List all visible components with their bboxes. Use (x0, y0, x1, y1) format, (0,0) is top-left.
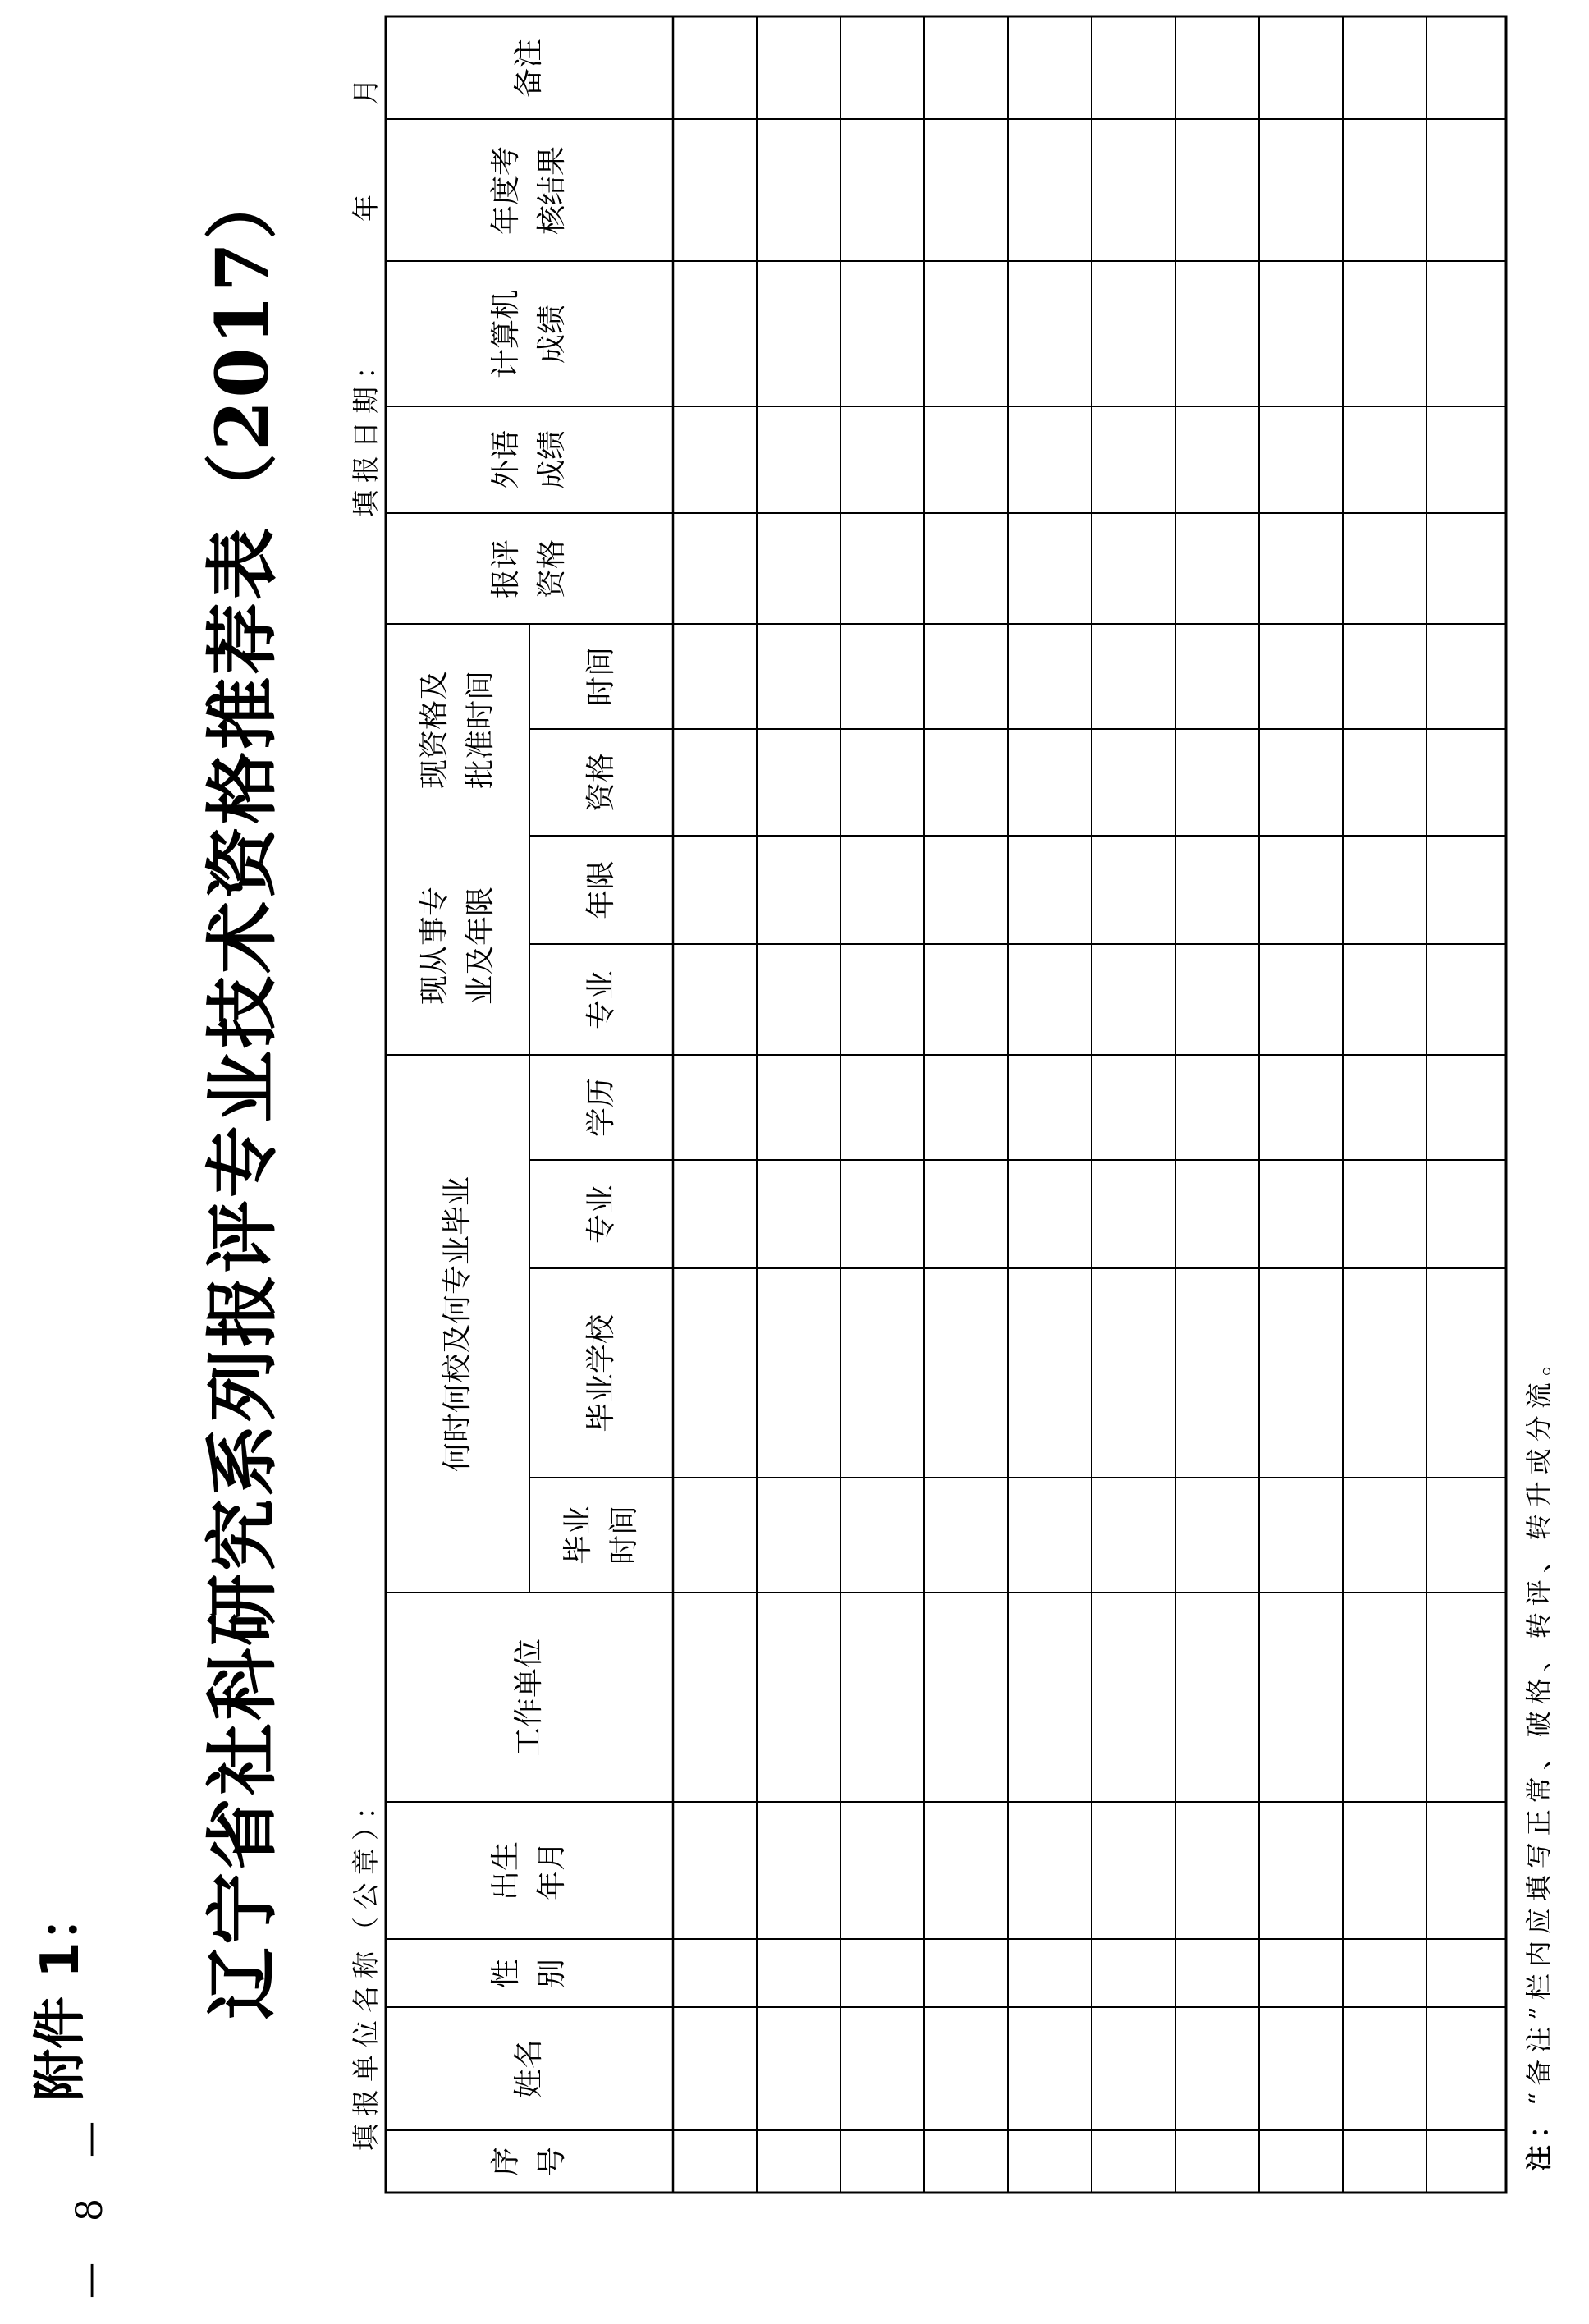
header-birth: 出生 年月 (489, 1840, 570, 1900)
date-year: 年 (350, 187, 382, 222)
unit-name-label: 填报单位名称（公章）： (350, 1785, 382, 2151)
header-approval-time: 时间 (584, 646, 618, 707)
header-years: 年限 (584, 859, 618, 920)
header-grad-major: 专业 (584, 1184, 618, 1245)
date-prefix: 填报日期： (350, 345, 382, 517)
header-computer: 计算机 成绩 (489, 289, 570, 378)
date-month: 月 (350, 71, 382, 105)
header-current-major: 专业 (584, 969, 618, 1029)
note-text: “备注”栏内应填写正常、破格、转评、转升或分流。 (1523, 1343, 1555, 2106)
header-name: 姓名 (512, 2038, 547, 2099)
header-seq: 序 号 (489, 2146, 570, 2177)
header-graduation-group: 何时何校及何专业毕业 (440, 1176, 474, 1472)
header-work-unit: 工作单位 (512, 1638, 547, 1757)
note-prefix: 注： (1523, 2105, 1555, 2171)
footnote (1518, 1343, 1556, 2171)
page-number: — 8 — (69, 2106, 111, 2299)
header-current-major-group: 现从事专 业及年限 (417, 886, 497, 1005)
header-gender: 性 别 (489, 1958, 570, 1988)
header-apply-qualification: 报评 资格 (489, 539, 570, 598)
attachment-label: 附件 1： (30, 1889, 91, 2102)
document-title: 辽宁省社科研究系列报评专业技术资格推荐表（2017） (199, 165, 285, 2019)
header-annual-assessment: 年度考 核结果 (489, 145, 570, 235)
header-grad-school: 毕业学校 (584, 1313, 618, 1432)
header-foreign-language: 外语 成绩 (489, 429, 570, 490)
header-qualification: 资格 (584, 752, 618, 813)
header-grad-time: 毕业 时间 (561, 1505, 641, 1565)
header-education: 学历 (584, 1077, 618, 1138)
header-qualification-group: 现资格及 批准时间 (417, 670, 497, 790)
header-remarks: 备注 (512, 38, 547, 98)
